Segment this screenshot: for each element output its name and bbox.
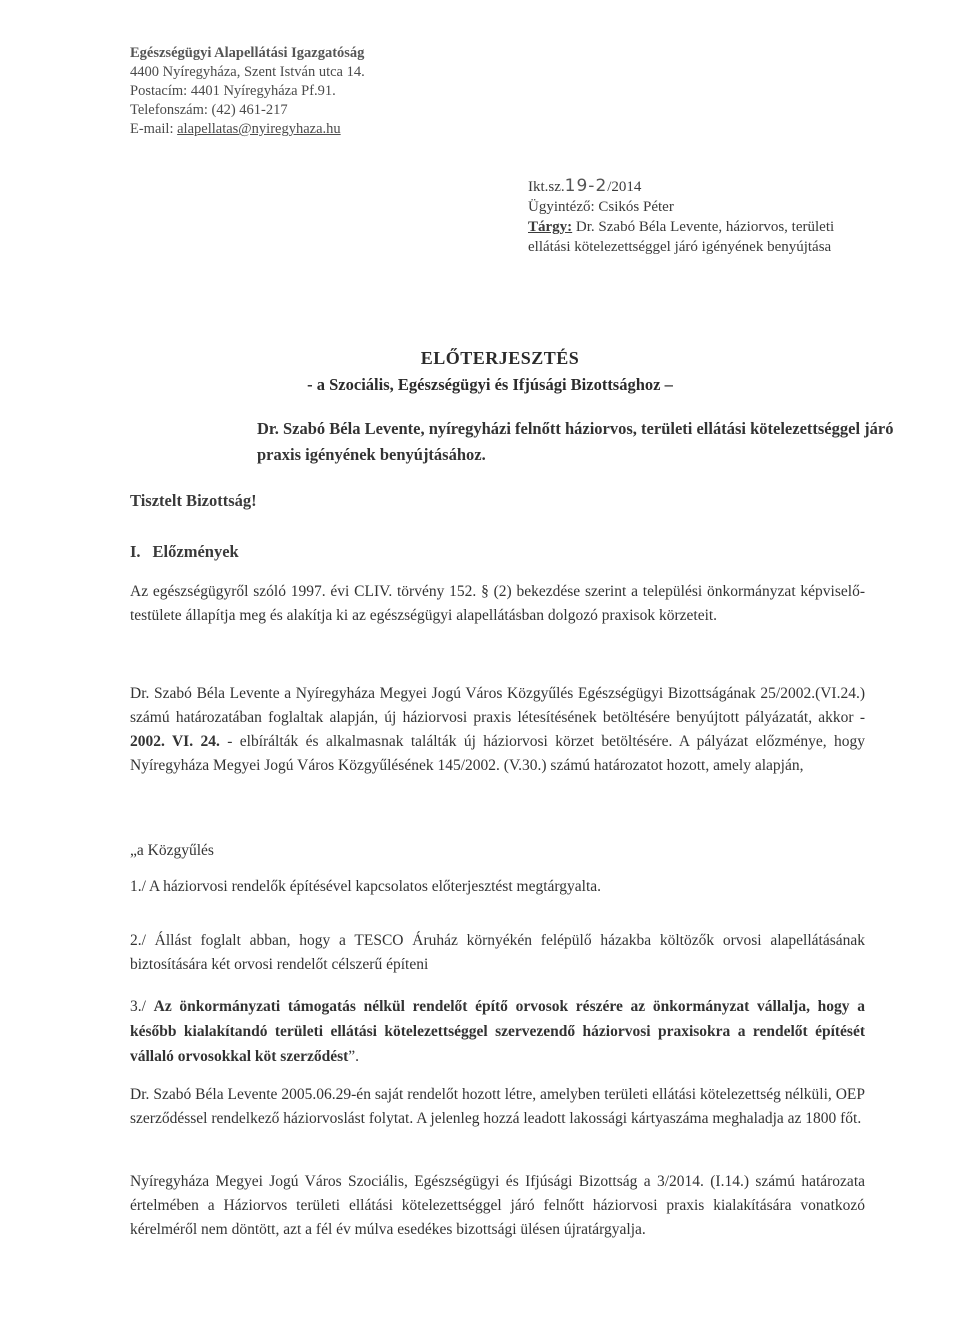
case-officer: Ügyintéző: Csikós Péter <box>528 199 674 215</box>
document-title: ELŐTERJESZTÉS <box>420 348 580 368</box>
quote-item-3 <box>130 994 865 1069</box>
paragraph-practice: Dr. Szabó Béla Levente 2005.06.29-én saját rendelőt hozott létre, amelyben területi ellátási kötelezettség nélküli, OEP szerződéssel rendelkező háziorvoslást folytat. A jelenleg hozzá leadott lakossági kártyaszáma meghaladja az 1800 főt. <box>130 1086 865 1127</box>
sender-postal-address: Postacím: 4401 Nyíregyháza Pf.91. <box>130 83 336 99</box>
document-subtitle: Dr. Szabó Béla Levente, nyíregyházi felnőtt háziorvos, területi ellátási kötelezettséggel járó praxis igényének benyújtásához. <box>257 419 894 464</box>
paragraph-application-text-b: - elbírálták és alkalmasnak találták új háziorvosi körzet betöltésére. A pályázat előzménye, hogy Nyíregyháza Megyei Jogú Város Közgyűlésének 145/2002. (V.30.) számú határozatot hozott, amely alapján, <box>130 733 865 774</box>
quote-item-2: 2./ Állást foglalt abban, hogy a TESCO Áruház környékén felépülő házakba költözők orvosi alapellátásának biztosítására két orvosi rendelőt célszerű építeni <box>130 932 865 973</box>
paragraph-committee-decision: Nyíregyháza Megyei Jogú Város Szociális, Egészségügyi és Ifjúsági Bizottság a 3/2014. (I.14.) számú határozata értelmében a Háziorvos területi ellátási kötelezettséggel járó felnőtt háziorvosi praxis kialakítására vonatkozó kérelméről nem döntött, azt a fél év múlva esedékes bizottsági ülésen újratárgyalja. <box>130 1173 865 1238</box>
paragraph-application-date: 2002. VI. 24. <box>130 733 220 750</box>
sender-address: 4400 Nyíregyháza, Szent István utca 14. <box>130 64 365 80</box>
subject-label: Tárgy: <box>528 219 573 235</box>
sender-email-label: E-mail: <box>130 121 178 137</box>
filing-number-suffix: /2014 <box>607 179 642 195</box>
salutation: Tisztelt Bizottság! <box>130 491 257 510</box>
section-title: Előzmények <box>152 542 239 561</box>
quote-item-3-text: Az önkormányzati támogatás nélkül rendelőt építő orvosok részére az önkormányzat vállalja, hogy a később kialakítandó területi ellátási kötelezettséggel szervezendő háziorvosi praxisokra a rendelőt építését vállaló orvosokkal köt szerződést <box>130 998 865 1065</box>
filing-number-handwritten: 19-2 <box>564 176 608 196</box>
quote-item-3-suffix: ”. <box>348 1048 360 1065</box>
filing-number-prefix: Ikt.sz. <box>528 179 565 195</box>
paragraph-application <box>130 682 865 778</box>
section-heading <box>130 540 239 564</box>
paragraph-application-text-a: Dr. Szabó Béla Levente a Nyíregyháza Megyei Jogú Város Közgyűlés Egészségügyi Bizottságának 25/2002.(VI.24.) számú határozatában foglaltak alapján, új háziorvosi praxis létesítésének betöltésére benyújtott pályázatát, akkor - <box>130 685 865 726</box>
sender-phone: Telefonszám: (42) 461-217 <box>130 102 288 118</box>
committee-line: - a Szociális, Egészségügyi és Ifjúsági Bizottsághoz – <box>307 375 673 394</box>
quote-item-3-prefix: 3./ <box>130 998 154 1015</box>
subject-line <box>528 217 848 257</box>
section-number: I. <box>130 542 141 561</box>
subject-text: Dr. Szabó Béla Levente, háziorvos, területi ellátási kötelezettséggel járó igényének benyújtása <box>528 219 835 255</box>
quote-intro: „a Közgyűlés <box>130 842 214 859</box>
sender-email: alapellatas@nyiregyhaza.hu <box>177 121 341 137</box>
sender-block <box>130 44 365 139</box>
reference-block <box>528 176 848 257</box>
sender-organization: Egészségügyi Alapellátási Igazgatóság <box>130 45 365 61</box>
quote-item-1: 1./ A háziorvosi rendelők építésével kapcsolatos előterjesztést megtárgyalta. <box>130 878 602 895</box>
filing-number <box>528 176 848 197</box>
paragraph-law: Az egészségügyről szóló 1997. évi CLIV. törvény 152. § (2) bekezdése szerint a települési önkormányzat képviselő-testülete állapítja meg és alakítja ki az egészségügyi alapellátásban dolgozó praxisok körzeteit. <box>130 583 865 624</box>
sender-email-line <box>130 120 365 139</box>
